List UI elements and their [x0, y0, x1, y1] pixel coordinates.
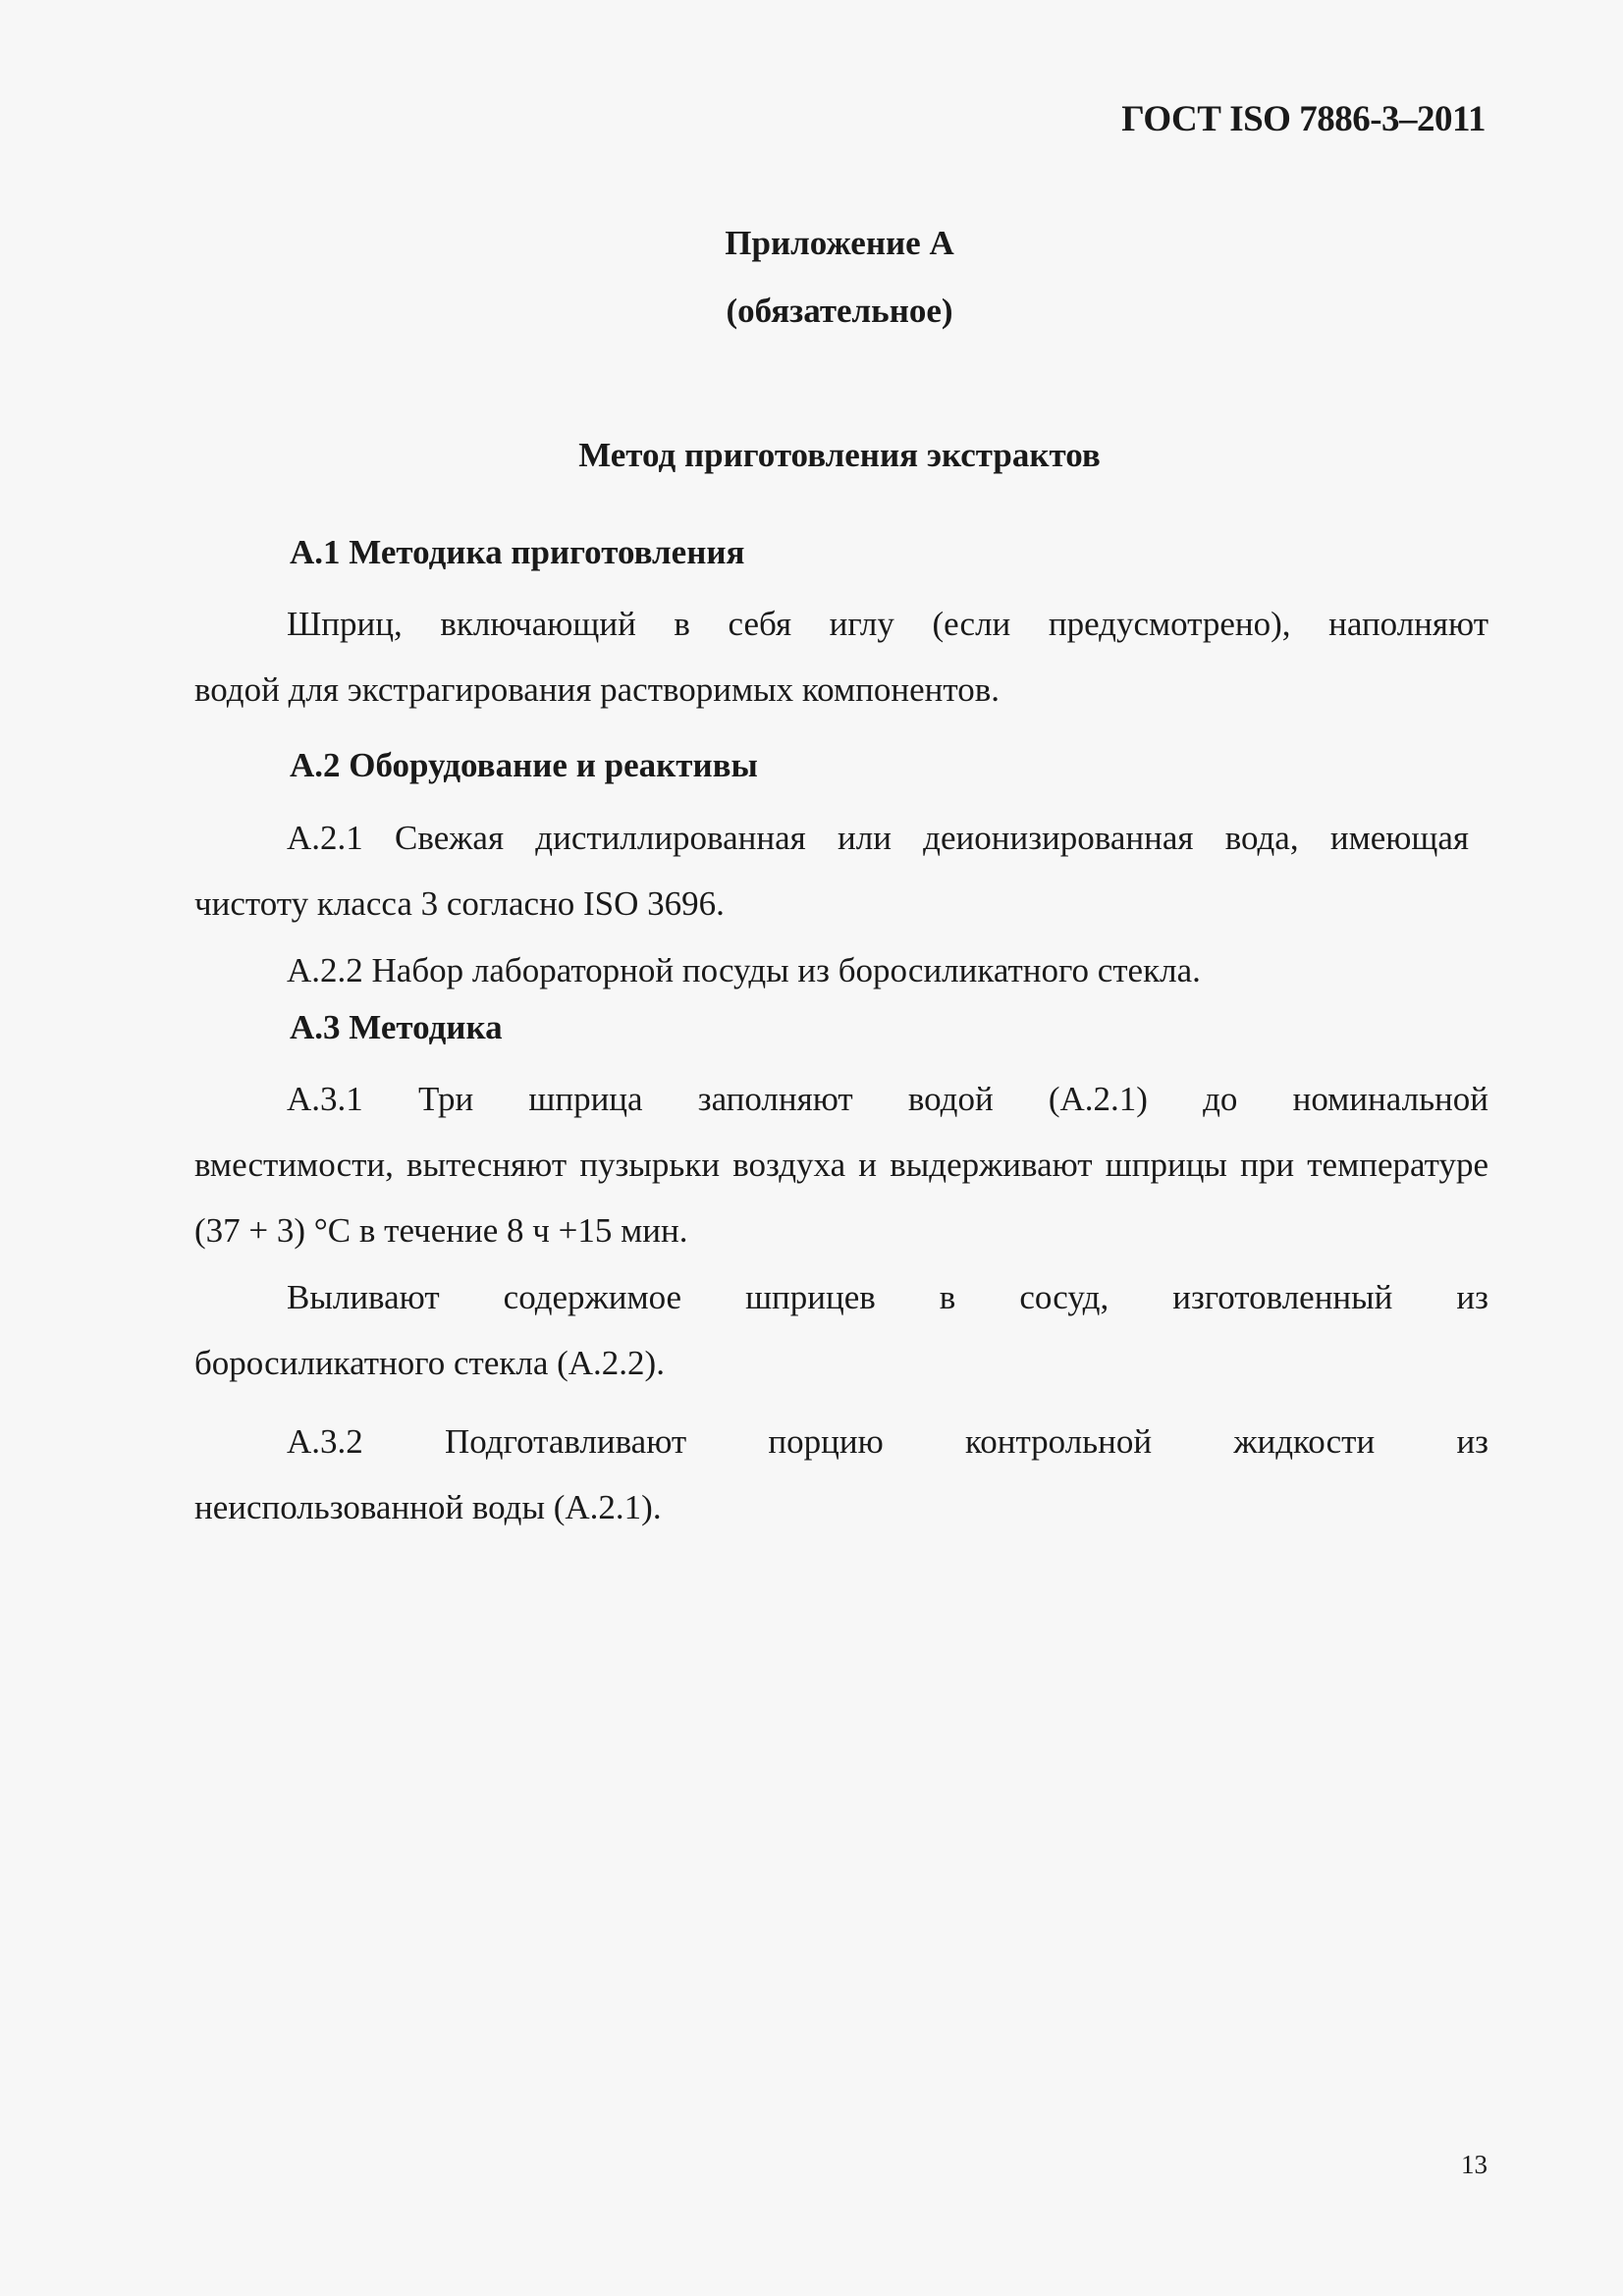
- paragraph-a1: [194, 591, 1488, 722]
- paragraph-a21-rest: чистоту класса 3 согласно ISO 3696.: [194, 884, 725, 923]
- paragraph-a32: [194, 1409, 1488, 1540]
- section-heading-a3: А.3 Методика: [290, 1008, 503, 1046]
- paragraph-a31: [194, 1066, 1488, 1263]
- paragraph-a32-rest: неиспользованной воды (А.2.1).: [194, 1488, 662, 1526]
- paragraph-a1-rest: водой для экстрагирования растворимых компонентов.: [194, 670, 1000, 709]
- paragraph-pour: [194, 1264, 1488, 1396]
- page-number: 13: [1461, 2150, 1488, 2179]
- section-heading-a2: А.2 Оборудование и реактивы: [290, 746, 758, 784]
- appendix-status: (обязательное): [726, 292, 953, 330]
- paragraph-a22-text: А.2.2 Набор лабораторной посуды из боросиликатного стекла.: [287, 951, 1201, 989]
- paragraph-a31-first-line: А.3.1 Три шприца заполняют водой (А.2.1) до номинальной: [287, 1080, 1488, 1118]
- standard-header: ГОСТ ISO 7886-3–2011: [1121, 99, 1486, 139]
- appendix-subject: Метод приготовления экстрактов: [578, 436, 1101, 474]
- paragraph-a22: [194, 937, 1488, 1003]
- section-heading-a1: А.1 Методика приготовления: [290, 533, 745, 571]
- paragraph-a21: [194, 805, 1488, 936]
- paragraph-a21-first-line: А.2.1 Свежая дистиллированная или деионизированная вода, имеющая: [287, 819, 1469, 857]
- paragraph-a1-first-line: Шприц, включающий в себя иглу (если предусмотрено), наполняют: [287, 605, 1488, 643]
- paragraph-pour-first-line: Выливают содержимое шприцев в сосуд, изготовленный из: [287, 1278, 1488, 1316]
- appendix-title: Приложение А: [725, 224, 954, 262]
- paragraph-a31-rest: вместимости, вытесняют пузырьки воздуха и выдерживают шприцы при температуре (37 + 3) °С в течение 8 ч +15 мин.: [194, 1146, 1488, 1250]
- paragraph-pour-rest: боросиликатного стекла (А.2.2).: [194, 1344, 665, 1382]
- paragraph-a32-first-line: А.3.2 Подготавливают порцию контрольной жидкости из: [287, 1422, 1488, 1461]
